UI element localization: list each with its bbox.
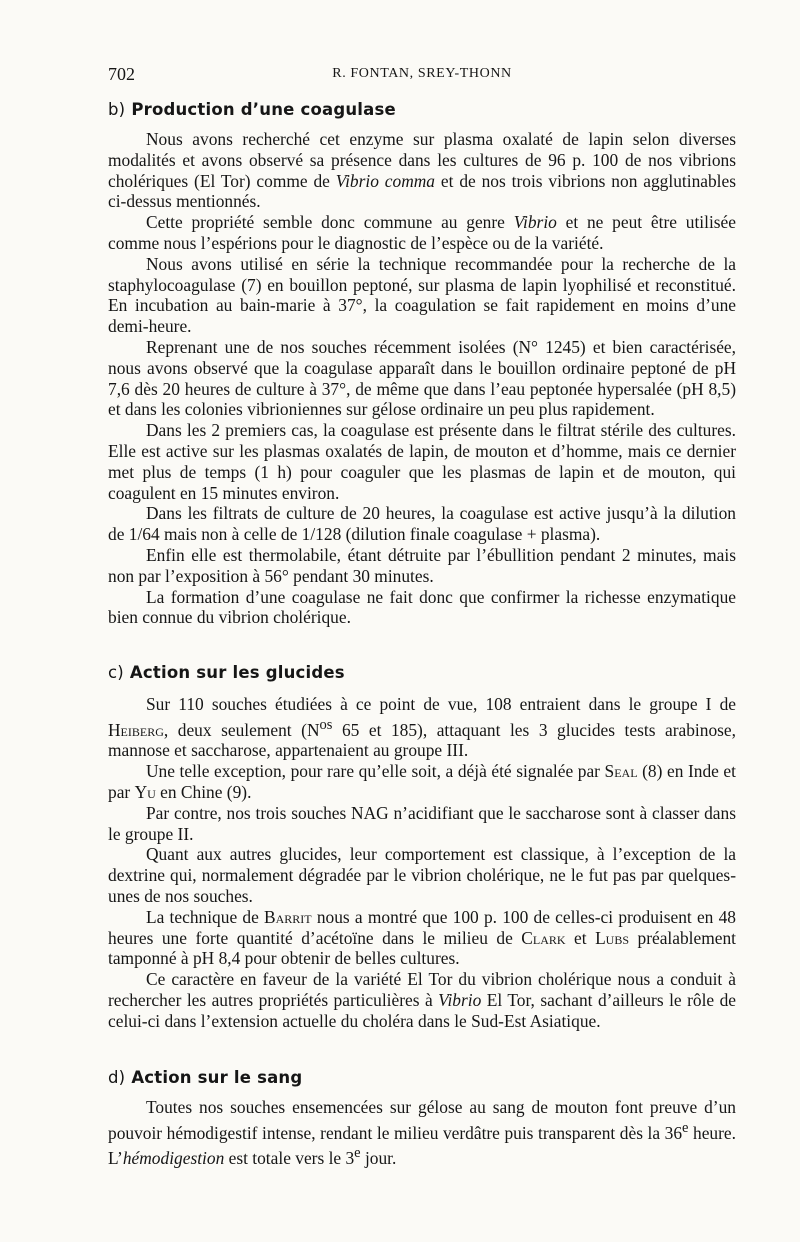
paragraph: [108, 844, 736, 906]
section-title: Production d’une coagulase: [131, 100, 396, 119]
text-run: Sur 110 souches étudiées à ce point de vue, 108 entraient dans le groupe I de: [146, 694, 736, 714]
paragraph: [108, 694, 736, 761]
section-title: Action sur le sang: [131, 1068, 303, 1087]
superscript: e: [682, 1119, 689, 1136]
section-heading: [108, 1067, 736, 1089]
page-number: 702: [108, 64, 135, 84]
section-body: [108, 1097, 736, 1169]
section-coagulase: [108, 99, 736, 628]
text-run: en Chine (9).: [155, 781, 252, 802]
section-heading: [108, 662, 736, 684]
text-run: 65 et 185), attaquant les 3 glucides tests arabinose, mannose et saccharose, appartenaient au groupe III.: [108, 719, 736, 761]
paragraph: [108, 587, 736, 629]
text-run: Enfin elle est thermolabile, étant détruite par l’ébullition pendant 2 minutes, mais non par l’exposition à 56° pendant 30 minutes.: [108, 544, 736, 586]
paragraph: [108, 254, 736, 337]
section-body: [108, 694, 736, 1032]
running-head: R. FONTAN, SREY-THONN: [332, 66, 512, 81]
paragraph: [108, 503, 736, 545]
section-sang: [108, 1067, 736, 1169]
text-run: La formation d’une coagulase ne fait donc que confirmer la richesse enzymatique bien connue du vibrion cholérique.: [108, 586, 736, 628]
text-run: Quant aux autres glucides, leur comportement est classique, à l’exception de la dextrine qui, normalement dégradée par le vibrion cholérique, ne le fut pas par quelques-unes de nos souches.: [108, 844, 736, 906]
author-name: Heiberg: [108, 719, 164, 740]
text-run: Nous avons utilisé en série la technique recommandée pour la recherche de la staphylocoagulase (7) en bouillon peptoné, sur plasma de lapin lyophilisé et reconstitué. En incubation au bain-marie à 37°, la coagulation se fait rapidement en moins d’une demi-heure.: [108, 253, 736, 337]
text-run: et ne peut être utilisée comme nous l’espérions pour le diagnostic de l’espèce ou de la variété.: [108, 212, 736, 253]
paragraph: [108, 761, 736, 803]
text-run: El Tor, sachant d’ailleurs le rôle de celui-ci dans l’extension actuelle du choléra dans le Sud-Est Asiatique.: [108, 989, 736, 1031]
section-letter: d): [108, 1068, 126, 1087]
text-run: Toutes nos souches ensemencées sur gélose au sang de mouton font preuve d’un pouvoir hémodigestif intense, rendant le milieu verdâtre puis transparent dès la 36: [108, 1097, 736, 1143]
text-run: Dans les filtrats de culture de 20 heures, la coagulase est active jusqu’à la dilution de 1/64 mais non à celle de 1/128 (dilution finale coagulase + plasma).: [108, 503, 736, 545]
italic-text: Vibrio: [513, 212, 557, 233]
text-run: et: [565, 927, 596, 948]
author-name: Lubs: [595, 927, 630, 948]
text-run: Reprenant une de nos souches récemment isolées (N° 1245) et bien caractérisée, nous avons observé que la coagulase apparaît dans le bouillon ordinaire peptoné de pH 7,6 dès 20 heures de culture à 37°, de même que dans l’eau peptonée hypersalée (pH 8,5) et dans les colonies vibrioniennes sur gélose ordinaire un peu plus rapidement.: [108, 336, 736, 420]
author-name: Yu: [134, 781, 156, 802]
text-run: La technique de: [146, 906, 265, 927]
italic-text: hémodigestion: [122, 1148, 225, 1169]
text-run: Dans les 2 premiers cas, la coagulase est présente dans le filtrat stérile des cultures. Elle est active sur les plasmas oxalatés de lapin, de mouton et d’homme, mais ce dernier met plus de temps (1 h) pour coaguler que les plasmas de lapin et de mouton, qui coagulent en 15 minutes environ.: [108, 420, 736, 503]
section-glucides: [108, 662, 736, 1032]
author-name: Clark: [521, 927, 566, 948]
text-run: Cette propriété semble donc commune au genre: [146, 212, 514, 233]
paragraph: [108, 803, 736, 845]
italic-text: Vibrio: [438, 989, 482, 1010]
text-run: Ce caractère en faveur de la variété El Tor du vibrion cholérique nous a conduit à rechercher les autres propriétés particulières à: [108, 969, 736, 1010]
text-run: heure. L’: [108, 1122, 736, 1169]
section-letter: b): [108, 100, 126, 119]
paragraph: [108, 907, 736, 969]
paragraph: [108, 420, 736, 503]
paragraph: [108, 969, 736, 1031]
paragraph: [108, 1097, 736, 1169]
text-run: Une telle exception, pour rare qu’elle soit, a déjà été signalée par: [146, 761, 605, 782]
text-run: , deux seulement (N: [163, 719, 320, 740]
text-run: préalablement tamponné à pH 8,4 pour obtenir de belles cultures.: [108, 927, 736, 969]
text-run: est totale vers le 3: [224, 1148, 355, 1169]
paragraph: [108, 129, 736, 212]
author-name: Seal: [604, 761, 638, 782]
text-run: (8) en Inde et par: [108, 761, 736, 802]
section-title: Action sur les glucides: [129, 663, 345, 682]
section-letter: c): [108, 663, 124, 682]
text-run: jour.: [360, 1148, 397, 1169]
text-run: Nous avons recherché cet enzyme sur plasma oxalaté de lapin selon diverses modalités et avons observé sa présence dans les cultures de 96 p. 100 de nos vibrions cholériques (El Tor) comme de: [108, 129, 736, 191]
section-body: [108, 129, 736, 628]
text-run: nous a montré que 100 p. 100 de celles-ci produisent en 48 heures une forte quantité d’acétoïne dans le milieu de: [108, 906, 736, 948]
superscript: os: [319, 716, 333, 733]
italic-text: Vibrio comma: [335, 170, 436, 191]
text-run: et de nos trois vibrions non agglutinables ci-dessus mentionnés.: [108, 170, 736, 212]
paragraph: [108, 337, 736, 420]
paragraph: [108, 212, 736, 254]
paragraph: [108, 545, 736, 587]
page-header: [108, 64, 736, 88]
superscript: e: [354, 1145, 361, 1162]
section-heading: [108, 99, 736, 121]
author-name: Barrit: [264, 906, 312, 927]
text-run: Par contre, nos trois souches NAG n’acidifiant que le saccharose sont à classer dans le groupe II.: [108, 802, 736, 844]
